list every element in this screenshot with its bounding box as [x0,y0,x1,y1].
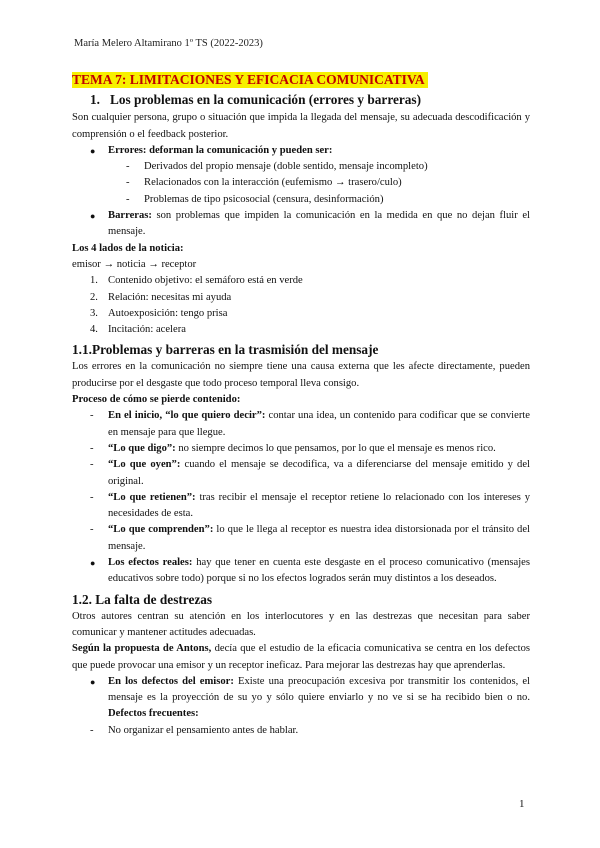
antons-label: Según la propuesta de Antons, [72,643,212,655]
list-item [72,441,530,457]
lados-heading: Los 4 lados de la noticia: [72,242,184,254]
list-item [72,723,530,739]
emisor-text: Existe una preocupación excesiva por transmitir los contenidos, el mensaje es la proyección de su yo y sólo quiere enviarlo y no ve si se ha recibido bien o no. [108,675,530,704]
list-number: 2. [90,291,98,303]
list-item [72,192,530,208]
barreras-bullet [72,208,530,241]
dash-icon: - [90,724,94,736]
dash-icon: - [90,459,94,471]
list-number: 1. [90,275,98,287]
proceso-label: “Lo que digo”: [108,442,176,454]
efectos-text: hay que tener en cuenta este desgaste en el proceso comunicativo (mensajes educativos sobre todo) porque si no los efectos logrados serán muy distintos a los deseados. [108,557,531,585]
list-item [72,306,530,322]
proceso-list [72,408,530,587]
list-number: 4. [90,324,98,336]
dash-icon: - [126,161,130,173]
list-item [72,408,530,441]
section-1-2-heading: 1.2. La falta de destrezas [72,591,213,607]
dash-icon: - [90,442,94,454]
dash-icon: - [90,524,94,536]
proceso-label: “Lo que comprenden”: [108,524,214,536]
lados-item-text: Contenido objetivo: el semáforo está en verde [108,275,303,287]
dash-icon: - [126,193,130,205]
errores-bullet [72,143,530,159]
proceso-label: “Lo que oyen”: [108,459,181,471]
list-item [72,159,530,175]
antons-text: decía que el estudio de la eficacia comunicativa se centra en los defectos que puede provocar una emisor y un receptor ineficaz. Para mejorar las destrezas hay que aprenderlas. [72,643,530,671]
efectos-bullet [72,555,530,588]
lados-list [72,273,530,338]
bullet-icon: ● [90,676,96,687]
emisor-bullet [72,674,530,723]
list-number: 3. [90,307,98,319]
proceso-text: no siempre decimos lo que pensamos, por lo que el mensaje es menos rico. [175,442,496,454]
dash-icon: - [90,491,94,503]
dash-icon: - [126,177,130,189]
list-item [72,273,530,289]
page-header: María Melero Altamirano 1º TS (2022-2023) [74,38,263,49]
dash-icon: - [90,410,94,422]
errores-label: Errores: deforman la comunicación y pueden ser: [108,144,333,156]
bullet-icon: ● [90,558,96,569]
antons-paragraph [72,641,530,674]
list-item [72,490,530,523]
errores-list [72,143,530,241]
section-1-1-heading: 1.1.Problemas y barreras en la trasmisión del mensaje [72,342,379,358]
document-body [72,72,530,739]
efectos-label: Los efectos reales: [108,557,193,569]
defectos-item-text: No organizar el pensamiento antes de hablar. [108,724,299,736]
document-title: TEMA 7: LIMITACIONES Y EFICACIA COMUNICATIVA [72,72,428,88]
emisor-list [72,674,530,739]
errores-item-text: Derivados del propio mensaje (doble sentido, mensaje incompleto) [144,161,428,173]
proceso-label: En el inicio, “lo que quiero decir”: [108,410,266,422]
lados-item-text: Relación: necesitas mi ayuda [108,291,232,303]
barreras-label: Barreras: [108,210,152,222]
barreras-text: son problemas que impiden la comunicación en la medida en que no dejan fluir el mensaje. [108,210,530,238]
proceso-label: “Lo que retienen”: [108,491,196,503]
bullet-icon: ● [90,211,96,222]
errores-item-text: Problemas de tipo psicosocial (censura, desinformación) [144,193,384,205]
section-1-intro: Son cualquier persona, grupo o situación que impida la llegada del mensaje, su adecuada descodificación y comprensión o el feedback posterior. [72,112,530,140]
proceso-text: lo que le llega al receptor es nuestra idea distorsionada por el tránsito del mensaje. [108,524,531,552]
list-item [72,290,530,306]
section-1-1-intro: Los errores en la comunicación no siempre tiene una causa externa que les afecte directamente, pueden producirse por el desgaste que todo proceso temporal lleva consigo. [72,361,530,389]
list-item [72,175,530,191]
proceso-text: cuando el mensaje se decodifica, va a diferenciarse del mensaje emitido y del original. [108,459,530,487]
errores-item-text: Relacionados con la interacción (eufemismo → trasero/culo) [144,177,402,189]
section-1-heading: 1. Los problemas en la comunicación (errores y barreras) [90,92,422,108]
proceso-text: contar una idea, un contenido para codificar que se convierte en mensaje para que llegue. [108,410,530,438]
section-1-2-intro: Otros autores centran su atención en los interlocutores y en las destrezas que necesitan para saber comunicar y mantener actitudes adecuadas. [72,610,530,638]
list-item [72,322,530,338]
page-number: 1 [519,798,525,810]
title-line [72,72,530,90]
list-item [72,522,530,555]
proceso-text: tras recibir el mensaje el receptor retiene lo relacionado con los intereses y necesidades de esta. [108,491,530,520]
defectos-label: Defectos frecuentes: [108,708,199,720]
lados-item-text: Autoexposición: tengo prisa [108,307,228,319]
list-item [72,457,530,490]
bullet-icon: ● [90,145,96,156]
emisor-label: En los defectos del emisor: [108,675,234,687]
lados-flow: emisor → noticia → receptor [72,258,197,270]
proceso-heading: Proceso de cómo se pierde contenido: [72,394,241,406]
lados-item-text: Incitación: acelera [108,324,186,336]
